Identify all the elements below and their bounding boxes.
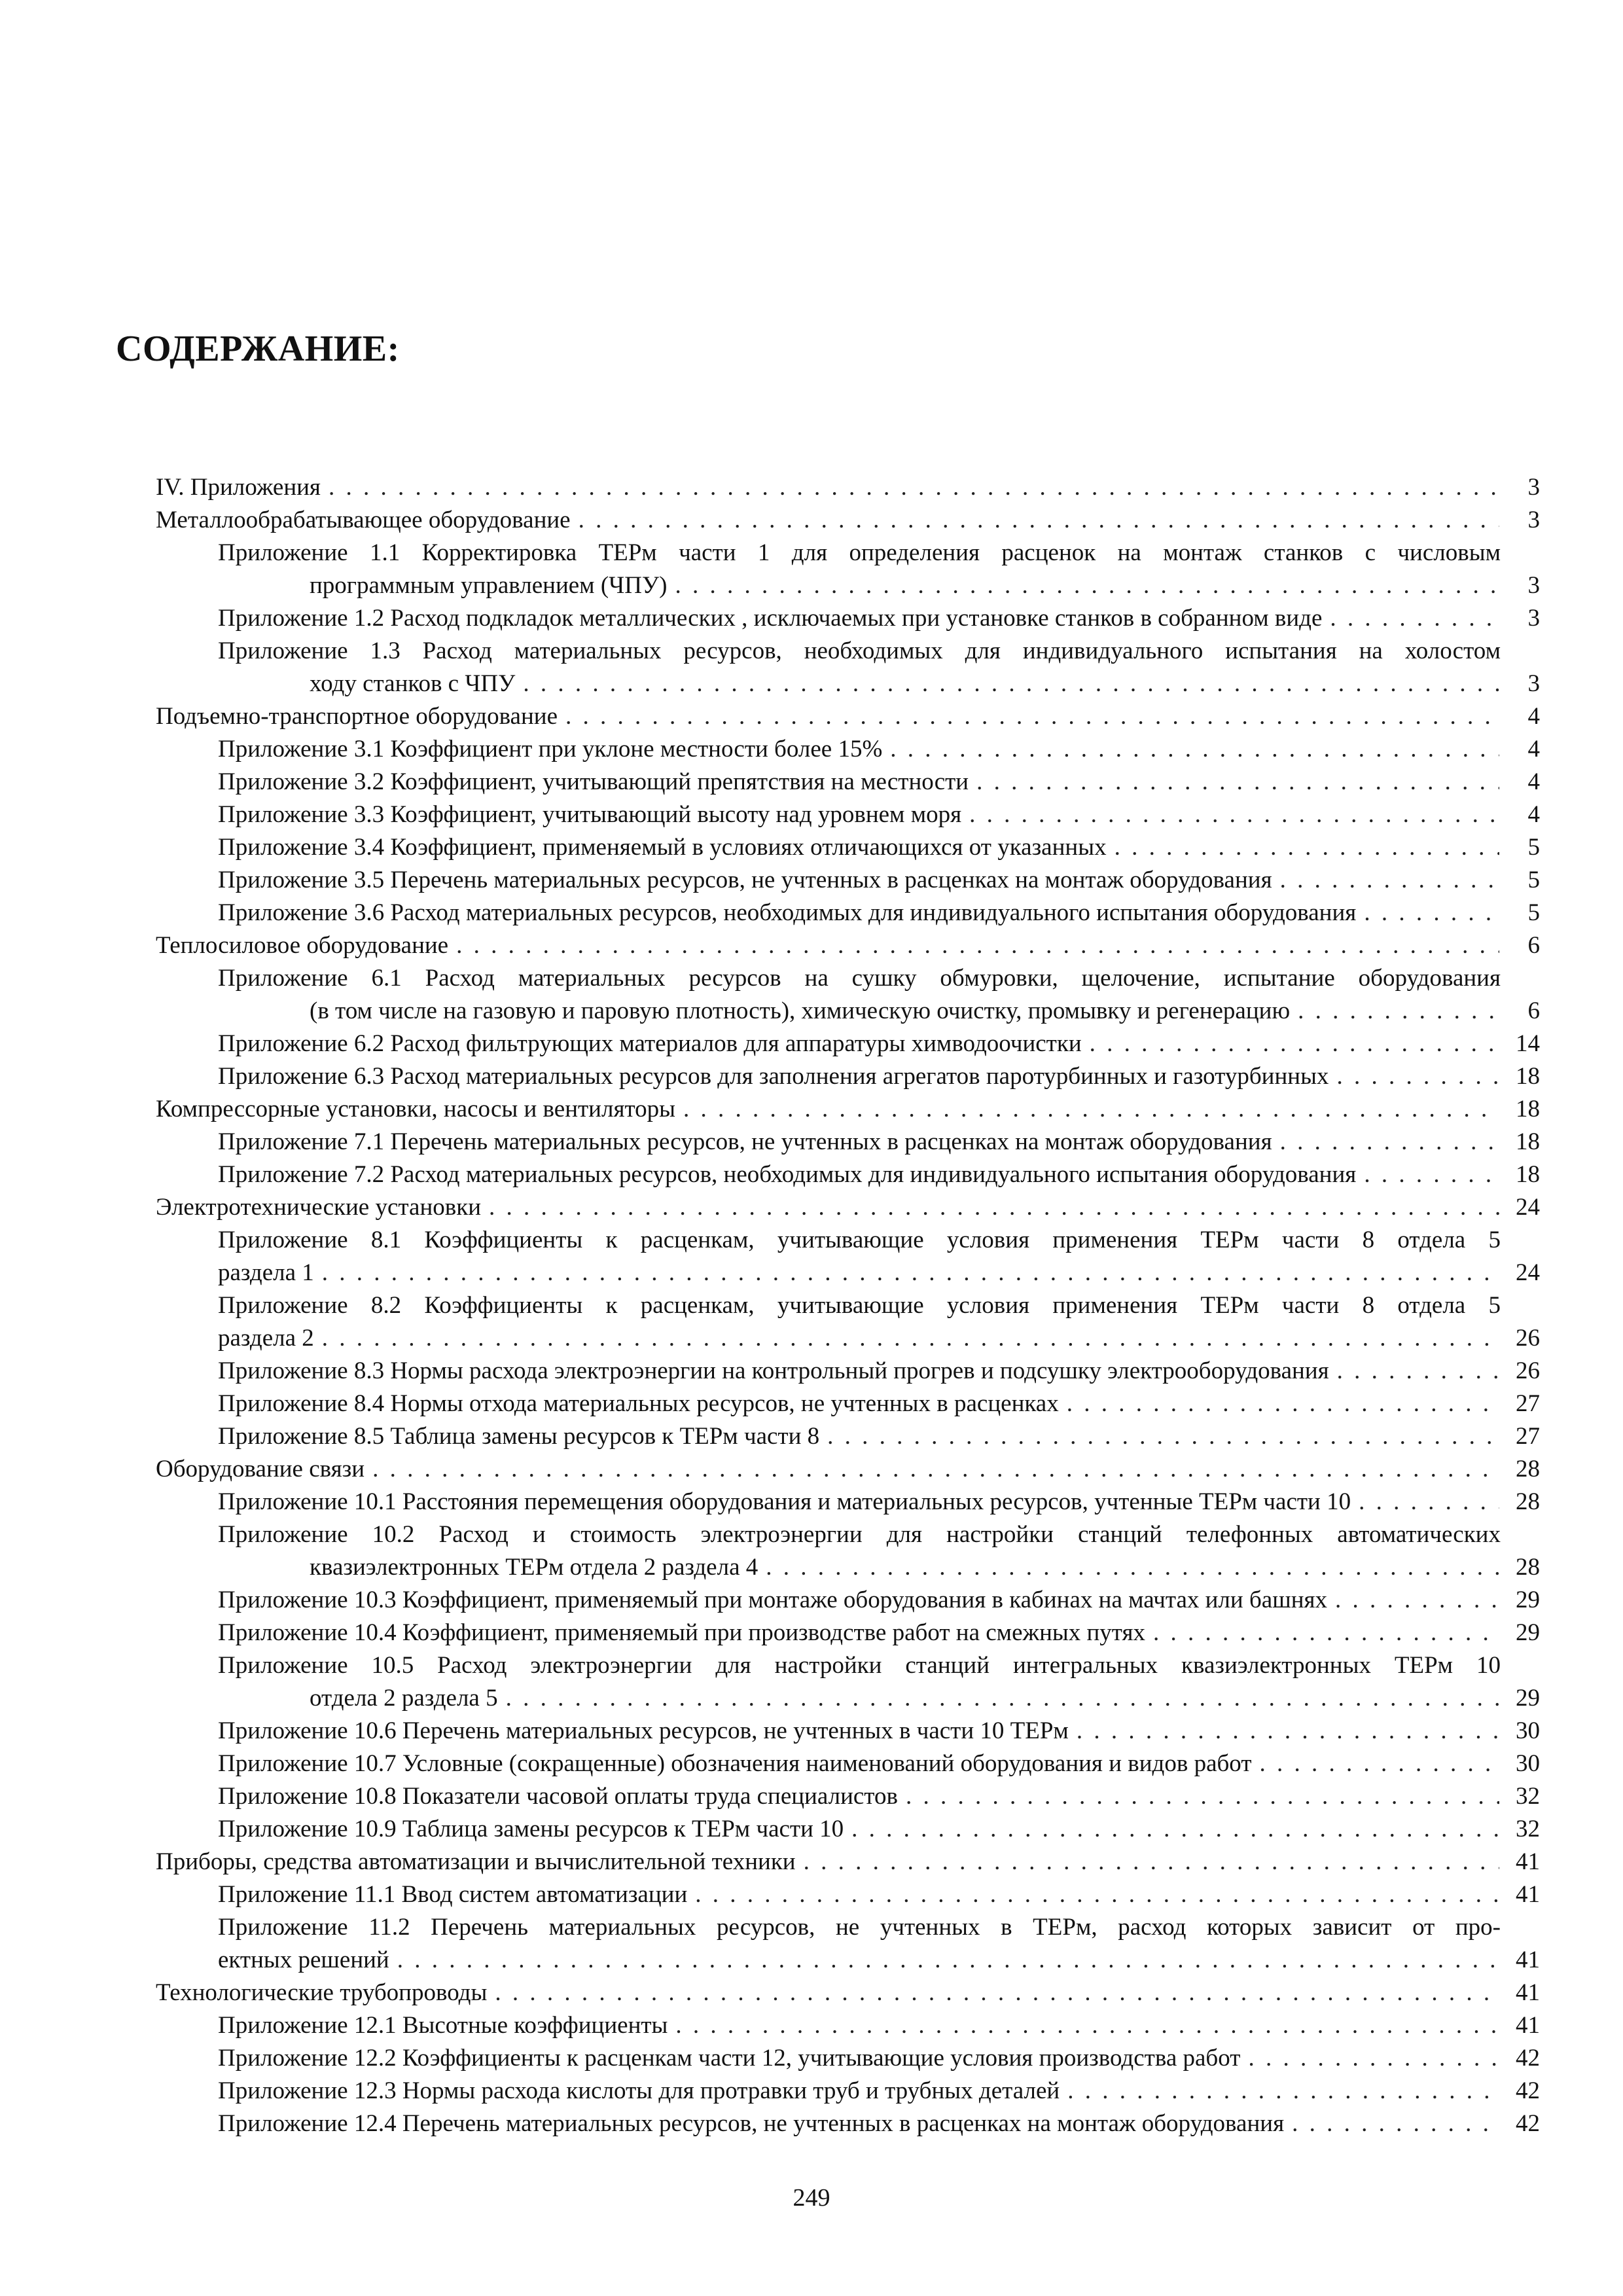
toc-entry-text: ектных решений	[218, 1946, 389, 1973]
dot-leader	[1298, 995, 1499, 1028]
dot-leader	[851, 1813, 1499, 1846]
toc-appendix-entry	[156, 897, 1540, 929]
toc-entry-text: Подъемно-транспортное оборудование	[156, 703, 558, 730]
dot-leader	[1248, 2042, 1499, 2075]
toc-entry-text: раздела 2	[218, 1325, 314, 1352]
toc-entry-text: Приложение 10.3 Коэффициент, применяемый при монтаже оборудования в кабинах на мачтах или башнях	[218, 1587, 1328, 1613]
toc-section-entry	[156, 1191, 1540, 1224]
dot-leader	[322, 1322, 1499, 1355]
toc-entry-text: Приложение 1.2 Расход подкладок металлических , исключаемых при установке станков в собранном виде	[218, 605, 1323, 632]
toc-appendix-entry	[156, 864, 1540, 897]
toc-entry-text: Приложение 11.2 Перечень материальных ресурсов, не учтенных в ТЕРм, расход которых зависит от про-	[218, 1914, 1501, 1941]
toc-section-entry	[156, 1977, 1540, 2009]
toc-appendix-entry	[156, 1878, 1540, 1911]
toc-entry-text: Приложение 10.1 Расстояния перемещения оборудования и материальных ресурсов, учтенные ТЕРм части 10	[218, 1488, 1351, 1515]
toc-page-number: 6	[1527, 932, 1540, 959]
toc-appendix-entry	[156, 831, 1540, 864]
dot-leader	[565, 700, 1499, 733]
dot-leader	[695, 1878, 1499, 1911]
toc-appendix-entry	[156, 1289, 1540, 1355]
toc-appendix-entry	[156, 2042, 1540, 2075]
toc-entry-text: Приложение 10.7 Условные (сокращенные) обозначения наименований оборудования и видов работ	[218, 1750, 1252, 1777]
dot-leader	[397, 1944, 1499, 1977]
dot-leader	[1364, 1158, 1499, 1191]
toc-entry-text: Приложение 3.4 Коэффициент, применяемый в условиях отличающихся от указанных	[218, 834, 1107, 861]
toc-page-number: 29	[1516, 1685, 1540, 1712]
toc-page-number: 29	[1516, 1619, 1540, 1646]
dot-leader	[456, 929, 1499, 962]
dot-leader	[766, 1551, 1499, 1584]
toc-entry-text: Приложение 6.2 Расход фильтрующих материалов для аппаратуры химводоочистки	[218, 1030, 1082, 1057]
toc-entry-text: Приложение 3.6 Расход материальных ресурсов, необходимых для индивидуального испытания оборудования	[218, 899, 1357, 926]
toc-entry-text: Приложение 6.3 Расход материальных ресурсов для заполнения агрегатов паротурбинных и газотурбинных	[218, 1063, 1329, 1090]
dot-leader	[1292, 2108, 1499, 2140]
toc-page-number: 5	[1527, 867, 1540, 893]
toc-page-number: 41	[1516, 2012, 1540, 2039]
toc-entry-text: Приложение 1.3 Расход материальных ресурсов, необходимых для индивидуального испытания на холостом	[218, 637, 1501, 664]
toc-page-number: 41	[1516, 1881, 1540, 1908]
toc-page-number: 41	[1516, 1946, 1540, 1973]
toc-entry-text: Приложение 10.8 Показатели часовой оплаты труда специалистов	[218, 1783, 898, 1810]
toc-appendix-entry	[156, 1649, 1540, 1715]
toc-appendix-entry	[156, 1518, 1540, 1584]
toc-page-number: 41	[1516, 1979, 1540, 2006]
dot-leader	[1115, 831, 1499, 864]
toc-page-number: 4	[1527, 736, 1540, 762]
toc-page-number: 4	[1527, 703, 1540, 730]
toc-entry-text: Приложение 3.1 Коэффициент при уклоне местности более 15%	[218, 736, 883, 762]
toc-appendix-entry	[156, 798, 1540, 831]
toc-entry-text: IV. Приложения	[156, 474, 321, 501]
toc-entry-text: Приложение 8.2 Коэффициенты к расценкам, учитывающие условия применения ТЕРм части 8 отдела 5	[218, 1292, 1501, 1319]
toc-entry-text: Приложение 10.4 Коэффициент, применяемый при производстве работ на смежных путях	[218, 1619, 1145, 1646]
table-of-contents	[156, 471, 1540, 2140]
dot-leader	[329, 471, 1499, 504]
dot-leader	[1067, 2075, 1499, 2108]
dot-leader	[1077, 1715, 1499, 1748]
toc-appendix-entry	[156, 1911, 1540, 1977]
toc-page-number: 18	[1516, 1063, 1540, 1090]
toc-page-number: 26	[1516, 1357, 1540, 1384]
toc-page-number: 27	[1516, 1423, 1540, 1450]
toc-entry-text: Приложение 12.4 Перечень материальных ресурсов, не учтенных в расценках на монтаж оборудования	[218, 2110, 1285, 2137]
toc-page-number: 32	[1516, 1816, 1540, 1842]
dot-leader	[1153, 1617, 1499, 1649]
toc-page-number: 14	[1516, 1030, 1540, 1057]
dot-leader	[579, 504, 1499, 537]
toc-appendix-entry	[156, 1780, 1540, 1813]
toc-appendix-entry	[156, 635, 1540, 700]
toc-appendix-entry	[156, 537, 1540, 602]
toc-entry-text: Приложение 12.3 Нормы расхода кислоты для протравки труб и трубных деталей	[218, 2077, 1060, 2104]
toc-appendix-entry	[156, 1813, 1540, 1846]
toc-appendix-entry	[156, 1420, 1540, 1453]
toc-appendix-entry	[156, 962, 1540, 1028]
dot-leader	[827, 1420, 1499, 1453]
toc-entry-text: Приложение 8.1 Коэффициенты к расценкам, учитывающие условия применения ТЕРм части 8 отдела 5	[218, 1227, 1501, 1253]
toc-entry-text: Приложение 7.2 Расход материальных ресурсов, необходимых для индивидуального испытания оборудования	[218, 1161, 1357, 1188]
toc-page-number: 4	[1527, 768, 1540, 795]
toc-page-number: 3	[1527, 474, 1540, 501]
toc-section-entry	[156, 1453, 1540, 1486]
toc-page-number: 3	[1527, 572, 1540, 599]
toc-page-number: 5	[1527, 899, 1540, 926]
page-title: СОДЕРЖАНИЕ:	[116, 329, 400, 369]
toc-entry-text: Приложение 3.5 Перечень материальных ресурсов, не учтенных в расценках на монтаж оборудования	[218, 867, 1272, 893]
toc-appendix-entry	[156, 1388, 1540, 1420]
dot-leader	[1359, 1486, 1499, 1518]
dot-leader	[506, 1682, 1499, 1715]
dot-leader	[1280, 1126, 1499, 1158]
toc-entry-text: Приложение 10.5 Расход электроэнергии для настройки станций интегральных квазиэлектронных ТЕРм 10	[218, 1652, 1501, 1679]
toc-entry-text: Приложение 10.2 Расход и стоимость электроэнергии для настройки станций телефонных автоматических	[218, 1521, 1501, 1548]
toc-entry-text: Приложение 1.1 Корректировка ТЕРм части 1 для определения расценок на монтаж станков с числовым	[218, 539, 1501, 566]
dot-leader	[683, 1093, 1499, 1126]
dot-leader	[372, 1453, 1499, 1486]
toc-entry-text: отдела 2 раздела 5	[310, 1685, 498, 1712]
dot-leader	[322, 1257, 1499, 1289]
toc-entry-text: Приложение 8.5 Таблица замены ресурсов к ТЕРм части 8	[218, 1423, 820, 1450]
toc-section-entry	[156, 929, 1540, 962]
toc-page-number: 5	[1527, 834, 1540, 861]
toc-entry-text: квазиэлектронных ТЕРм отдела 2 раздела 4	[310, 1554, 758, 1581]
toc-appendix-entry	[156, 1158, 1540, 1191]
toc-page-number: 29	[1516, 1587, 1540, 1613]
toc-section-entry	[156, 471, 1540, 504]
toc-appendix-entry	[156, 2009, 1540, 2042]
toc-appendix-entry	[156, 1584, 1540, 1617]
toc-entry-text: Приборы, средства автоматизации и вычислительной техники	[156, 1848, 796, 1875]
toc-page-number: 32	[1516, 1783, 1540, 1810]
toc-section-entry	[156, 700, 1540, 733]
toc-entry-text: Компрессорные установки, насосы и вентиляторы	[156, 1096, 676, 1122]
toc-page-number: 41	[1516, 1848, 1540, 1875]
toc-entry-text: Приложение 6.1 Расход материальных ресурсов на сушку обмуровки, щелочение, испытание оборудования	[218, 965, 1501, 992]
toc-section-entry	[156, 1093, 1540, 1126]
toc-entry-text: Приложение 8.3 Нормы расхода электроэнергии на контрольный прогрев и подсушку электрооборудования	[218, 1357, 1329, 1384]
toc-entry-text: Приложение 10.6 Перечень материальных ресурсов, не учтенных в части 10 ТЕРм	[218, 1717, 1069, 1744]
toc-entry-text: Приложение 12.1 Высотные коэффициенты	[218, 2012, 668, 2039]
toc-page-number: 3	[1527, 605, 1540, 632]
dot-leader	[675, 569, 1499, 602]
toc-entry-text: Оборудование связи	[156, 1456, 365, 1482]
toc-entry-text: Приложение 3.3 Коэффициент, учитывающий высоту над уровнем моря	[218, 801, 962, 828]
toc-entry-text: программным управлением (ЧПУ)	[310, 572, 668, 599]
toc-appendix-entry	[156, 602, 1540, 635]
toc-page-number: 42	[1516, 2110, 1540, 2137]
toc-page-number: 18	[1516, 1128, 1540, 1155]
toc-appendix-entry	[156, 1617, 1540, 1649]
dot-leader	[976, 766, 1499, 798]
toc-entry-text: Приложение 7.1 Перечень материальных ресурсов, не учтенных в расценках на монтаж оборудования	[218, 1128, 1272, 1155]
dot-leader	[1090, 1028, 1499, 1060]
toc-appendix-entry	[156, 2108, 1540, 2140]
page-number: 249	[793, 2184, 830, 2212]
toc-page-number: 30	[1516, 1717, 1540, 1744]
toc-appendix-entry	[156, 1486, 1540, 1518]
dot-leader	[969, 798, 1499, 831]
toc-appendix-entry	[156, 1224, 1540, 1289]
toc-page-number: 28	[1516, 1488, 1540, 1515]
toc-entry-text: раздела 1	[218, 1259, 314, 1286]
dot-leader	[1335, 1584, 1499, 1617]
dot-leader	[906, 1780, 1499, 1813]
toc-page-number: 3	[1527, 507, 1540, 533]
toc-entry-text: Металлообрабатывающее оборудование	[156, 507, 571, 533]
toc-page-number: 18	[1516, 1096, 1540, 1122]
dot-leader	[489, 1191, 1499, 1224]
dot-leader	[1260, 1748, 1500, 1780]
toc-appendix-entry	[156, 2075, 1540, 2108]
toc-entry-text: Приложение 8.4 Нормы отхода материальных ресурсов, не учтенных в расценках	[218, 1390, 1059, 1417]
toc-page-number: 42	[1516, 2077, 1540, 2104]
dot-leader	[495, 1977, 1499, 2009]
dot-leader	[1337, 1355, 1499, 1388]
toc-entry-text: Электротехнические установки	[156, 1194, 481, 1221]
toc-page-number: 28	[1516, 1554, 1540, 1581]
toc-appendix-entry	[156, 1748, 1540, 1780]
toc-page-number: 3	[1527, 670, 1540, 697]
toc-page-number: 30	[1516, 1750, 1540, 1777]
toc-page-number: 18	[1516, 1161, 1540, 1188]
dot-leader	[1067, 1388, 1499, 1420]
toc-entry-text: Приложение 12.2 Коэффициенты к расценкам части 12, учитывающие условия производства работ	[218, 2045, 1241, 2072]
dot-leader	[1336, 1060, 1499, 1093]
toc-page-number: 6	[1527, 997, 1540, 1024]
toc-entry-text: ходу станков с ЧПУ	[310, 670, 516, 697]
toc-entry-text: Технологические трубопроводы	[156, 1979, 488, 2006]
dot-leader	[1280, 864, 1499, 897]
toc-page-number: 26	[1516, 1325, 1540, 1352]
dot-leader	[1330, 602, 1499, 635]
dot-leader	[523, 668, 1499, 700]
toc-entry-text: Теплосиловое оборудование	[156, 932, 449, 959]
toc-section-entry	[156, 1846, 1540, 1878]
toc-page-number: 42	[1516, 2045, 1540, 2072]
dot-leader	[675, 2009, 1499, 2042]
toc-appendix-entry	[156, 733, 1540, 766]
toc-entry-text: Приложение 10.9 Таблица замены ресурсов к ТЕРм части 10	[218, 1816, 844, 1842]
dot-leader	[804, 1846, 1499, 1878]
toc-entry-text: Приложение 11.1 Ввод систем автоматизации	[218, 1881, 688, 1908]
dot-leader	[890, 733, 1499, 766]
toc-section-entry	[156, 504, 1540, 537]
toc-appendix-entry	[156, 1028, 1540, 1060]
toc-page-number: 27	[1516, 1390, 1540, 1417]
toc-page-number: 28	[1516, 1456, 1540, 1482]
toc-entry-text: (в том числе на газовую и паровую плотность), химическую очистку, промывку и регенерацию	[310, 997, 1291, 1024]
toc-appendix-entry	[156, 1060, 1540, 1093]
toc-appendix-entry	[156, 766, 1540, 798]
toc-appendix-entry	[156, 1355, 1540, 1388]
toc-appendix-entry	[156, 1126, 1540, 1158]
toc-page-number: 24	[1516, 1259, 1540, 1286]
dot-leader	[1364, 897, 1499, 929]
toc-page-number: 24	[1516, 1194, 1540, 1221]
toc-appendix-entry	[156, 1715, 1540, 1748]
toc-page-number: 4	[1527, 801, 1540, 828]
toc-entry-text: Приложение 3.2 Коэффициент, учитывающий препятствия на местности	[218, 768, 969, 795]
